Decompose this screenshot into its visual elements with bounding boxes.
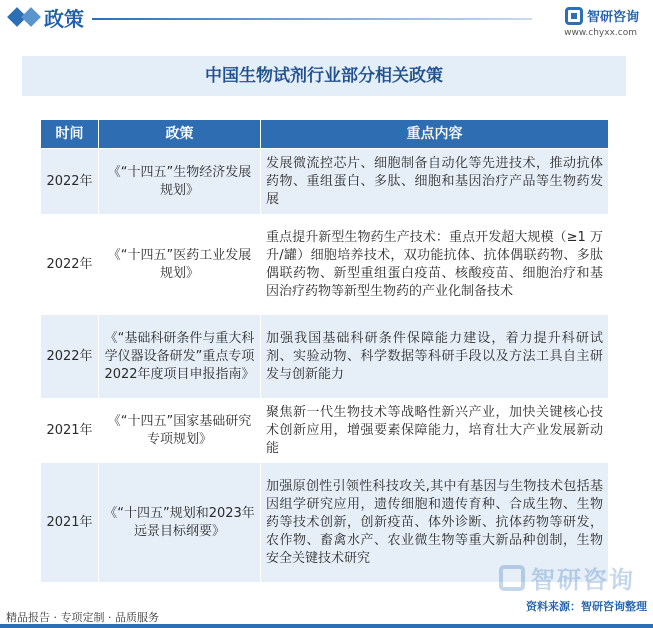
brand-name: 智研咨询 [586,10,639,25]
table-row [41,215,609,315]
policy-table [40,119,609,583]
table-title: 中国生物试剂行业部分相关政策 [22,56,626,96]
row-policy: 《“十四五”国家基础研究专项规划》 [99,399,261,463]
column-header-content: 重点内容 [261,120,609,149]
row-content: 发展微流控芯片、细胞制备自动化等先进技术，推动抗体药物、重组蛋白、多肽、细胞和基因治疗产品等生物药发展 [261,149,609,215]
watermark-text: 智研咨询 [531,566,635,594]
row-content: 重点提升新型生物药生产技术：重点开发超大规模（≥1 万升/罐）细胞培养技术，双功能抗体、抗体偶联药物、多肽偶联药物、新型重组蛋白疫苗、核酸疫苗、细胞治疗和基因治疗药物等新型生物药的产业化制备技术 [261,215,609,315]
table-header-row [41,120,609,149]
table-row [41,315,609,399]
section-title: 政策 [44,7,84,31]
diamond-icon [21,7,41,27]
row-content: 聚焦新一代生物技术等战略性新兴产业，加快关键核心技术创新应用，增强要素保障能力，培育壮大产业发展新动能 [261,399,609,463]
footer-tagline: 精品报告 · 专项定制 · 品质服务 [6,611,159,624]
row-policy: 《“十四五”生物经济发展规划》 [99,149,261,215]
row-time: 2022年 [41,215,99,315]
row-content: 加强我国基础科研条件保障能力建设，着力提升科研试剂、实验动物、科学数据等科研手段以及方法工具自主研发与创新能力 [261,315,609,399]
chyxx-logo-icon [499,565,525,591]
header [0,0,653,44]
divider [92,18,532,20]
footer-source: 资料来源：智研咨询整理 [526,600,647,613]
table-row [41,149,609,215]
brand-url: www.chyxx.com [564,28,637,38]
row-policy: 《“基础科研条件与重大科学仪器设备研发”重点专项2022年度项目申报指南》 [99,315,261,399]
row-time: 2022年 [41,315,99,399]
column-header-policy: 政策 [99,120,261,149]
row-time: 2021年 [41,463,99,583]
row-time: 2022年 [41,149,99,215]
table-row [41,399,609,463]
footer-divider [0,624,653,628]
column-header-time: 时间 [41,120,99,149]
row-policy: 《“十四五”医药工业发展规划》 [99,215,261,315]
row-time: 2021年 [41,399,99,463]
row-policy: 《“十四五”规划和2023年远景目标纲要》 [99,463,261,583]
chyxx-logo-icon [565,7,583,25]
brand [565,6,639,25]
watermark [499,560,635,595]
row-content: 加强原创性引领性科技攻关,其中有基因与生物技术包括基因组学研究应用，遗传细胞和遗传育种、合成生物、生物药等技术创新，创新疫苗、体外诊断、抗体药物等研发，农作物、畜禽水产、农业微生物等重大新品种创制，生物安全关键技术研究 [261,463,609,583]
